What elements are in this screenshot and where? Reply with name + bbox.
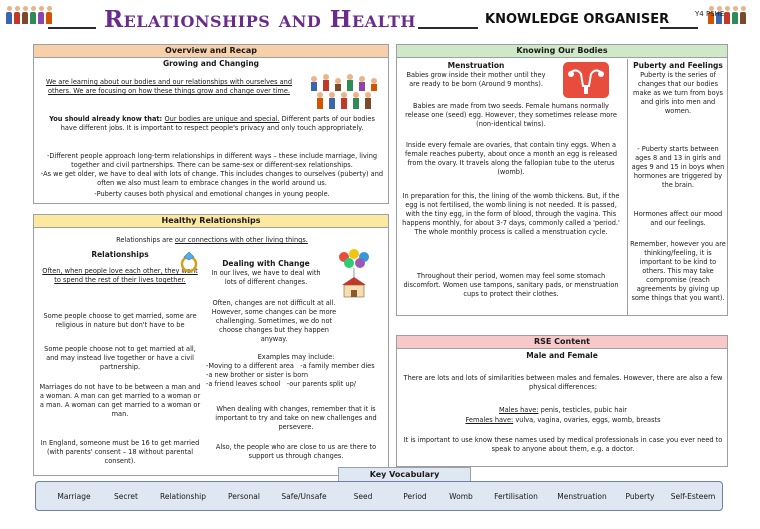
header bbox=[0, 0, 760, 42]
change-point-4: Also, the people who are close to us are there to support us through changes. bbox=[215, 443, 377, 460]
balloon-house-icon bbox=[334, 249, 374, 303]
overview-intro: We are learning about our bodies and our relationships with ourselves and others. We are focusing on how these things grow and change over time. bbox=[45, 78, 293, 95]
overview-panel bbox=[33, 44, 389, 204]
rse-heading: RSE Content bbox=[397, 336, 727, 349]
healthy-intro: Relationships are our connections with other living things. bbox=[116, 236, 308, 244]
family-icon bbox=[306, 67, 384, 111]
relationships-point-5: In England, someone must be 16 to get married (with parents' consent – 18 without parental consent). bbox=[40, 439, 200, 465]
menstruation-point-1: Babies grow inside their mother until they are ready to be born (Around 9 months). bbox=[406, 71, 546, 88]
relationships-point-3: Some people choose not to get married at all, and may instead live together or have a civil partnership. bbox=[44, 345, 196, 371]
vocab-word: Puberty bbox=[625, 492, 655, 501]
rse-males: Males have: penis, testicles, pubic hair bbox=[498, 406, 628, 414]
change-examples-label: Examples may include: bbox=[257, 353, 335, 361]
puberty-point-4: Remember, however you are thinking/feeling, it is important to be kind to others. This may take compromise (reach agreements by giving up some things that you want). bbox=[630, 240, 726, 302]
puberty-point-1: Puberty is the series of changes that our bodies make as we turn from boys and girls into men and women. bbox=[633, 71, 723, 115]
page-title: Relationships and Health bbox=[104, 6, 417, 33]
vocab-word: Secret bbox=[114, 492, 138, 501]
rse-intro: There are lots and lots of similarities between males and females. However, there are also a few physical differences: bbox=[403, 374, 723, 391]
dealing-with-change-heading: Dealing with Change bbox=[222, 259, 310, 268]
change-point-2: Often, changes are not difficult at all. However, some changes can be more challenging. Sometimes, we do not choose changes but they happen anyway. bbox=[211, 299, 337, 343]
rse-females: Females have: vulva, vagina, ovaries, eggs, womb, breasts bbox=[465, 416, 661, 424]
overview-point-change: -As we get older, we have to deal with lots of change. This includes changes to ourselves (puberty) and often we also must learn to embrace changes in the world around us. bbox=[40, 170, 384, 187]
ring-icon bbox=[179, 251, 201, 277]
vocab-word: Relationship bbox=[159, 492, 207, 501]
key-vocabulary-heading: Key Vocabulary bbox=[338, 467, 471, 481]
relationships-heading: Relationships bbox=[91, 250, 149, 259]
healthy-heading: Healthy Relationships bbox=[34, 215, 388, 228]
menstruation-heading: Menstruation bbox=[447, 61, 505, 70]
vocab-word: Menstruation bbox=[557, 492, 607, 501]
menstruation-point-3: Inside every female are ovaries, that contain tiny eggs. When a female reaches puberty, about once a month an egg is released from the ovary. It travels along the fallopian tube to the uterus (womb). bbox=[404, 141, 618, 176]
vocab-word: Fertilisation bbox=[494, 492, 538, 501]
uterus-icon bbox=[563, 62, 609, 102]
vocab-word: Self-Esteem bbox=[670, 492, 716, 501]
vocab-word: Personal bbox=[228, 492, 260, 501]
people-icon bbox=[6, 6, 52, 24]
relationships-point-2: Some people choose to get married, some are religious in nature but don't have to be bbox=[43, 312, 197, 329]
healthy-relationships-panel bbox=[33, 214, 389, 476]
overview-point-relationships: -Different people approach long-term relationships in different ways – these include marriage, living together and civil partnerships. There can be same-sex or different-sex relationships. bbox=[46, 152, 378, 169]
change-point-3: When dealing with changes, remember that it is important to try and take on new challenges and persevere. bbox=[215, 405, 377, 431]
rse-content-panel bbox=[396, 335, 728, 467]
change-point-1: In our lives, we have to deal with lots of different changes. bbox=[211, 269, 321, 286]
overview-prior-knowledge: You should already know that: Our bodies are unique and special. Different parts of our bodies have different jobs. It is important to respect people's privacy and only touch appropriately. bbox=[49, 115, 375, 132]
overview-heading: Overview and Recap bbox=[34, 45, 388, 58]
vocab-word: Seed bbox=[353, 492, 373, 501]
vocab-word: Safe/Unsafe bbox=[281, 492, 327, 501]
vocab-word: Womb bbox=[449, 492, 473, 501]
knowing-our-bodies-panel bbox=[396, 44, 728, 316]
overview-point-puberty: -Puberty causes both physical and emotional changes in young people. bbox=[94, 190, 330, 198]
menstruation-point-5: Throughout their period, women may feel some stomach discomfort. Women use tampons, sanitary pads, or menstruation cups to protect their clothes. bbox=[403, 272, 619, 298]
change-examples-list: -Moving to a different area -a family member dies -a new brother or sister is born -a friend leaves school -our parents split up/ bbox=[206, 362, 375, 388]
menstruation-point-2: Babies are made from two seeds. Female humans normally release one (seed) egg. However, they sometimes release more (non-identical twins). bbox=[405, 102, 617, 128]
rse-subheading: Male and Female bbox=[526, 351, 598, 360]
menstruation-point-4: In preparation for this, the lining of the womb thickens. But, if the egg is not fertilised, the womb lining is not needed. It is passed, with the tiny egg, in the form of blood, through the vagina. This happens monthly, for about 3-7 days, commonly called a 'period.' The whole monthly process is called a menstruation cycle. bbox=[402, 192, 620, 236]
year-tag: Y4 PSHE bbox=[695, 10, 725, 18]
puberty-point-2: - Puberty starts between ages 8 and 13 in girls and ages 9 and 15 in boys when hormones are triggered by the brain. bbox=[631, 145, 725, 189]
relationships-point-1: Often, when people love each other, they want to spend the rest of their lives together. bbox=[42, 267, 198, 284]
puberty-heading: Puberty and Feelings bbox=[633, 61, 723, 70]
overview-subheading: Growing and Changing bbox=[162, 59, 260, 68]
key-vocabulary-bar bbox=[35, 481, 723, 511]
rse-note: It is important to use know these names used by medical professionals in case you ever need to speak to anyone about them, e.g. a doctor. bbox=[403, 436, 723, 453]
puberty-point-3: Hormones affect our mood and our feelings. bbox=[633, 210, 723, 227]
bodies-heading: Knowing Our Bodies bbox=[397, 45, 727, 58]
relationships-point-4: Marriages do not have to be between a man and a woman. A man can get married to a woman or a man. A woman can get married to a woman or man. bbox=[39, 383, 201, 418]
vocab-word: Period bbox=[403, 492, 427, 501]
page-subtitle: KNOWLEDGE ORGANISER bbox=[485, 12, 670, 27]
vocab-word: Marriage bbox=[57, 492, 91, 501]
